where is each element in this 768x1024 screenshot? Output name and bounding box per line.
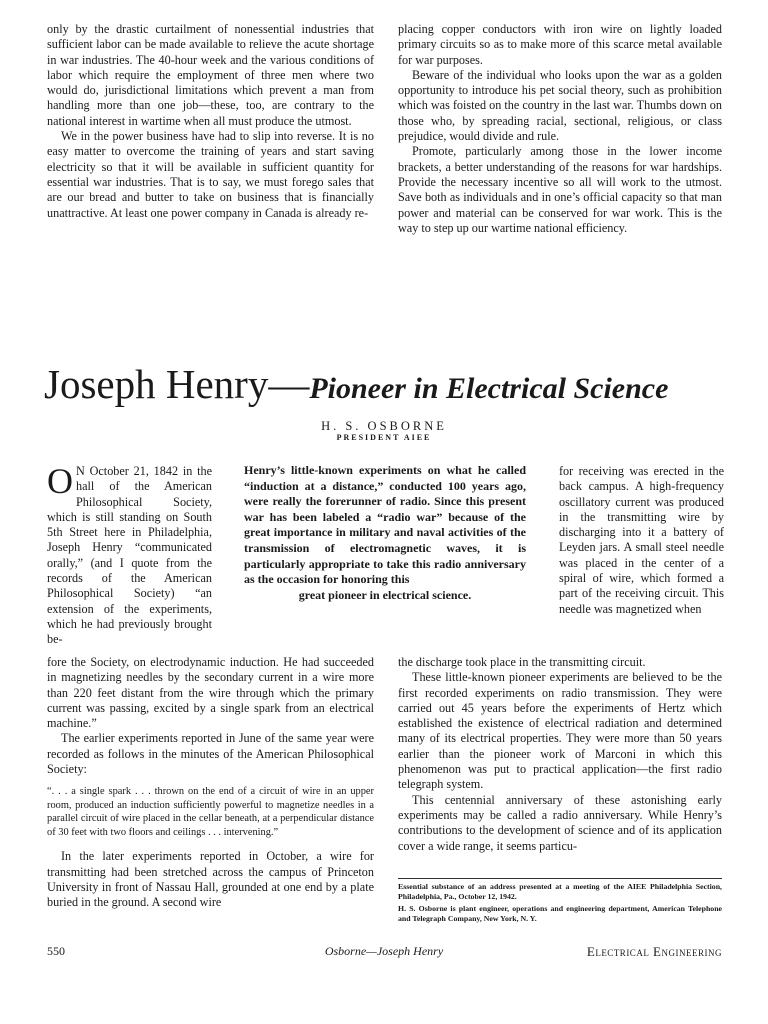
paragraph: Promote, particularly among those in the lower income brackets, a better understanding of the reasons for war hardships. Provide the necessary incentive so all will work to the utmost. Save both as individuals and in one’s official capacity so that man power and material can be conserved for war work. This is the way to step up our wartime national efficiency.	[398, 144, 722, 235]
running-head: Osborne—Joseph Henry	[324, 944, 444, 958]
opening-text: N October 21, 1842 in the hall of the American Philosophical Society, which is still standing on South 5th Street here in Philadelphia, Joseph Henry “communicated orally,” (and I quote from the records of the American Philosophical Society) “an extension of the experiments, which he had previously brought be-	[47, 464, 212, 647]
title-subtitle: Pioneer in Electrical Science	[309, 372, 669, 405]
article-lower-left-column	[47, 655, 374, 911]
paragraph: We in the power business have had to slip into reverse. It is no easy matter to overcome the training of years and start saving electricity so that it will be available in sufficient quantity for essential war industries. That is to say, we must forego sales that are our bread and butter to take on business that is financially unattractive. At least one power company in Canada is already re-	[47, 129, 374, 220]
article-column-3	[559, 464, 724, 617]
top-right-column	[398, 22, 722, 236]
paragraph: for receiving was erected in the back campus. A high-frequency oscillatory current was produced in the transmitting wire by discharging into it a battery of Leyden jars. A small steel needle was placed in the center of a spiral of wire, which formed a part of the receiving circuit. This needle was magnetized when	[559, 464, 724, 616]
abstract-text: Henry’s little-known experiments on what he called “induction at a distance,” conducted 100 years ago, were really the forerunner of radio. Since this present war has been labeled a “radio war” because of the great importance in military and naval activities of the transmission of electromagnetic waves, it is particularly appropriate to take this radio anniversary as the occasion for honoring this	[244, 463, 526, 587]
article-title	[44, 356, 734, 417]
abstract-box	[244, 463, 526, 603]
page-number: 550	[47, 944, 65, 958]
footnote-divider	[398, 878, 722, 879]
paragraph: This centennial anniversary of these astonishing early experiments may be called a radio anniversary. While Henry’s contributions to the development of science and of its application cover a wide range, it seems particu-	[398, 792, 722, 853]
paragraph: fore the Society, on electrodynamic induction. He had succeeded in magnetizing needles by the secondary current in a wire more than 220 feet distant from the wire through which the primary current was passing, excited by a single spark from an electrical machine.”	[47, 655, 374, 731]
paragraph: the discharge took place in the transmitting circuit.	[398, 655, 646, 669]
article-lower-right-column	[398, 655, 722, 854]
paragraph: These little-known pioneer experiments are believed to be the first recorded experiments on radio transmission. They were carried out 45 years before the experiments of Hertz which established the existence of electrical radiation and determined many of its electrical properties. They were more than 50 years earlier than the pioneer work of Marconi in which this phenomenon was put to practical application—the first radio telegraph system.	[398, 670, 722, 792]
title-main: Joseph Henry—	[44, 361, 310, 407]
paragraph: The earlier experiments reported in June of the same year were recorded as follows in the minutes of the American Philosophical Society:	[47, 731, 374, 777]
author-name: H. S. OSBORNE	[321, 419, 447, 433]
author-title: PRESIDENT AIEE	[336, 433, 432, 442]
block-quote: “. . . a single spark . . . thrown on the end of a circuit of wire in an upper room, produced an induction sufficiently powerful to magnetize needles in a parallel circuit of wire placed in the cellar beneath, at a perpendicular distance of 30 feet with two floors and ceilings . . . intervening.”	[47, 786, 374, 838]
drop-cap: O	[47, 461, 73, 501]
top-left-column	[47, 22, 374, 221]
footnote: Essential substance of an address presented at a meeting of the AIEE Philadelphia Section, Philadelphia, Pa., October 12, 1942.	[398, 882, 722, 901]
paragraph: Beware of the individual who looks upon the war as a golden opportunity to introduce his pet social theory, such as prohibition which was foisted on the country in the last war. Thumbs down on those who, by spreading racial, sectional, religious, or class prejudice, would divide and rule.	[398, 67, 722, 144]
journal-name: Electrical Engineering	[586, 944, 722, 959]
footnote: H. S. Osborne is plant engineer, operations and engineering department, American Telephone and Telegraph Company, New York, N. Y.	[398, 904, 722, 923]
opening-paragraph	[47, 461, 212, 648]
footnotes	[398, 882, 722, 926]
article-column-1	[47, 461, 212, 648]
abstract-last-line: great pioneer in electrical science.	[298, 587, 472, 602]
paragraph: only by the drastic curtailment of nonessential industries that sufficient labor can be made available to relieve the acute shortage in war industries. The 40-hour week and the various conditions of labor which require the employment of three men where two would do, jurisdictional limitations which prevent a man from handling more than one job—these, too, are contrary to the national interest in wartime when all must produce the utmost.	[47, 22, 374, 128]
paragraph: In the later experiments reported in October, a wire for transmitting had been stretched across the campus of Princeton University in front of Nassau Hall, grounded at one end by a plate buried in the ground. A second wire	[47, 849, 374, 910]
paragraph: placing copper conductors with iron wire on lightly loaded primary circuits so as to make more of this scarce metal available for war purposes.	[398, 22, 722, 67]
